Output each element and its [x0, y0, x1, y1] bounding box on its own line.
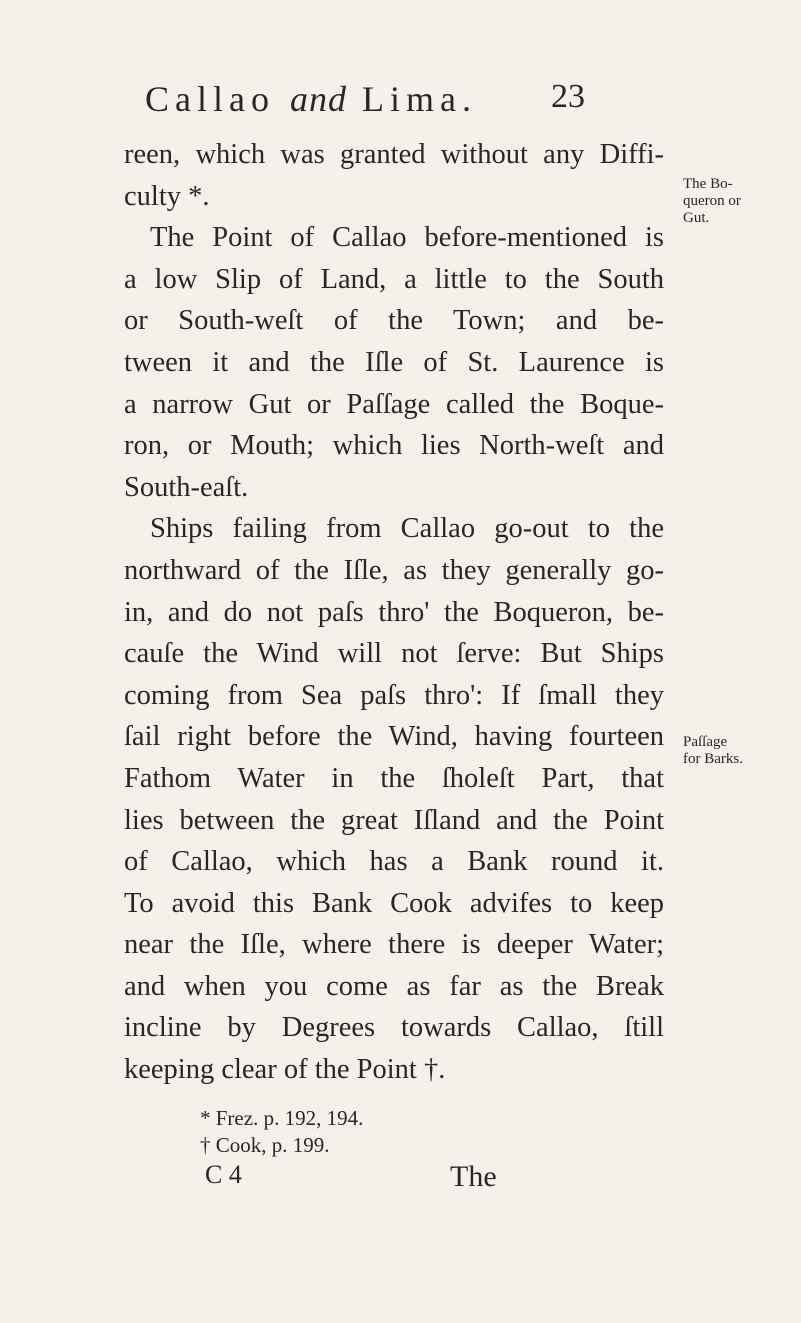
text-line: near the Iſle, where there is deeper Water; — [124, 929, 664, 961]
marginal-note-line: The Bo- — [683, 176, 733, 192]
text-line: ſail right before the Wind, having fourteen — [124, 721, 664, 753]
footnote: † Cook, p. 199. — [200, 1133, 330, 1157]
marginal-note-boqueron — [683, 176, 741, 227]
catchword: The — [450, 1160, 497, 1193]
text-line: Fathom Water in the ſholeſt Part, that — [124, 762, 664, 794]
footnote: * Frez. p. 192, 194. — [200, 1106, 364, 1130]
text-line: or South-weſt of the Town; and be- — [124, 305, 664, 337]
text-line: in, and do not paſs thro' the Boqueron, be- — [124, 596, 664, 628]
marginal-note-passage — [683, 734, 743, 768]
marginal-note-line: Paſſage — [683, 734, 728, 750]
text-line: To avoid this Bank Cook advifes to keep — [124, 887, 664, 919]
page-number: 23 — [551, 78, 585, 115]
text-line: cauſe the Wind will not ſerve: But Ships — [124, 638, 664, 670]
text-line: incline by Degrees towards Callao, ſtill — [124, 1012, 664, 1044]
marginal-note-line: queron or — [683, 193, 741, 209]
text-line: culty *. — [124, 180, 210, 212]
running-head-and: and — [289, 79, 347, 119]
text-line: Ships failing from Callao go-out to the — [150, 513, 664, 545]
text-line: keeping clear of the Point †. — [124, 1054, 446, 1086]
running-head-callao: Callao — [145, 79, 275, 119]
body-text — [124, 134, 664, 1091]
text-line: tween it and the Iſle of St. Laurence is — [124, 346, 664, 378]
text-line: reen, which was granted without any Diffi- — [124, 139, 664, 170]
text-line: and when you come as far as the Break — [124, 970, 664, 1002]
text-line: ron, or Mouth; which lies North-weſt and — [124, 430, 664, 462]
text-line: a narrow Gut or Paſſage called the Boque- — [124, 388, 664, 420]
text-line: South-eaſt. — [124, 471, 249, 503]
text-line: a low Slip of Land, a little to the South — [124, 263, 664, 295]
signature-mark: C 4 — [205, 1160, 242, 1189]
marginal-note-line: for Barks. — [683, 751, 743, 767]
marginal-note-line: Gut. — [683, 210, 710, 226]
text-line: northward of the Iſle, as they generally go- — [124, 554, 664, 586]
text-line: of Callao, which has a Bank round it. — [124, 846, 664, 878]
text-line: coming from Sea paſs thro': If ſmall they — [124, 679, 664, 711]
footnotes — [200, 1105, 363, 1159]
running-head — [145, 78, 477, 120]
running-head-lima: Lima. — [361, 79, 477, 119]
text-line: lies between the great Iſland and the Point — [124, 804, 664, 836]
page-header — [145, 78, 585, 128]
text-line: The Point of Callao before-mentioned is — [150, 222, 664, 254]
